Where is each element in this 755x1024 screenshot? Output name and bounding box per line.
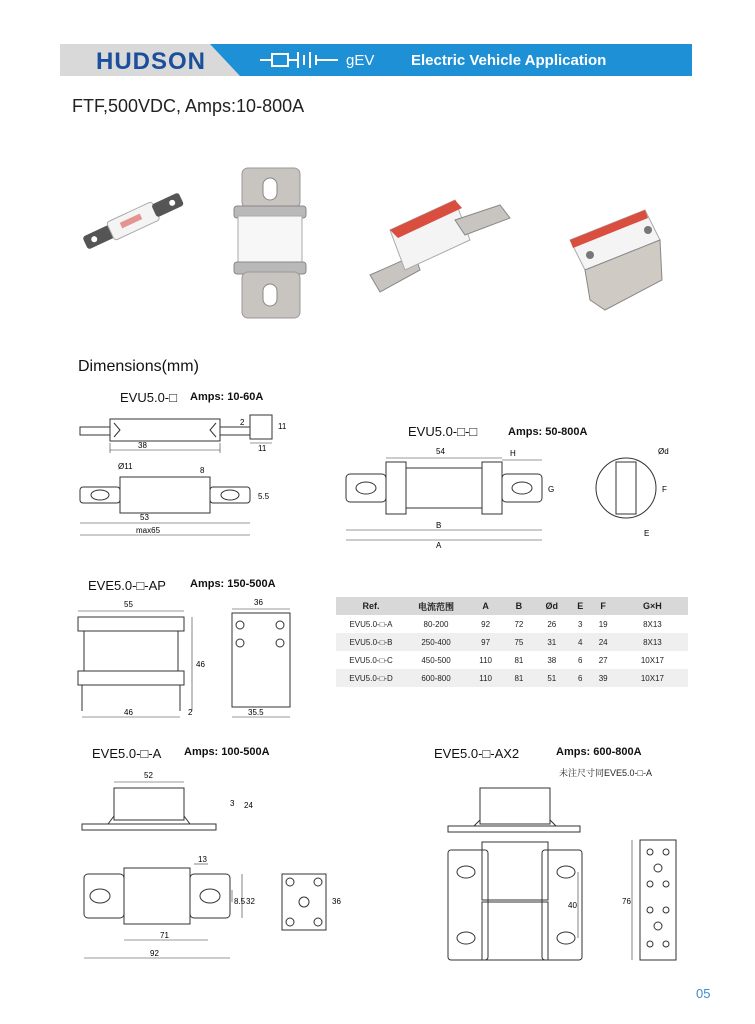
dim-2: 2 bbox=[240, 418, 245, 427]
application-label: Electric Vehicle Application bbox=[411, 52, 607, 69]
cell: 600-800 bbox=[406, 669, 466, 687]
cell: 110 bbox=[479, 655, 492, 665]
cell: 6 bbox=[571, 669, 589, 687]
product-photo-strip bbox=[70, 160, 680, 330]
evu-small-drawing bbox=[74, 405, 304, 545]
col-F: F bbox=[589, 597, 616, 615]
cell: 8X13 bbox=[617, 633, 688, 651]
col-current-range: 电流范围 bbox=[406, 597, 466, 615]
dim-55: 55 bbox=[124, 600, 133, 609]
cell: 81 bbox=[514, 655, 524, 665]
dim-B: B bbox=[436, 521, 442, 530]
eve-ap-model: EVE5.0-□-AP bbox=[88, 578, 166, 593]
evu-large-drawing bbox=[340, 440, 700, 550]
cell: 31 bbox=[533, 633, 571, 651]
product-photo-evu-small bbox=[81, 190, 186, 253]
dim-H: H bbox=[510, 449, 516, 458]
page-title: FTF,500VDC, Amps:10-800A bbox=[72, 96, 305, 116]
dim-13: 13 bbox=[198, 855, 207, 864]
cell: EVU5.0-□-B bbox=[336, 633, 406, 651]
dim-F: F bbox=[662, 485, 667, 494]
cell: 8X13 bbox=[643, 619, 662, 629]
eve-ax2-model: EVE5.0-□-AX2 bbox=[434, 746, 520, 761]
eve-a-model: EVE5.0-□-A bbox=[92, 746, 162, 761]
cell: 26 bbox=[547, 619, 557, 629]
table-row bbox=[336, 615, 688, 633]
dim-A: A bbox=[436, 541, 442, 550]
eve-ax2-amps: Amps: 600-800A bbox=[556, 746, 642, 758]
dim-53: 53 bbox=[140, 513, 149, 522]
eve-ap-amps: Amps: 150-500A bbox=[190, 578, 276, 590]
cell: 10X17 bbox=[617, 669, 688, 687]
col-B: B bbox=[505, 597, 532, 615]
table-row bbox=[336, 651, 688, 669]
cell: 3 bbox=[578, 619, 583, 629]
dim-35-5: 35.5 bbox=[248, 708, 264, 717]
dim-2: 2 bbox=[188, 708, 193, 717]
col-E: E bbox=[571, 597, 589, 615]
cell: 81 bbox=[505, 669, 532, 687]
dim-76: 76 bbox=[622, 897, 631, 906]
cell: 4 bbox=[571, 633, 589, 651]
dim-92: 92 bbox=[150, 949, 159, 958]
cell: EVU5.0-□-C bbox=[349, 655, 393, 665]
dim-46-h: 46 bbox=[124, 708, 133, 717]
evu-small-model: EVU5.0-□ bbox=[120, 390, 177, 405]
product-photo-eve-ap bbox=[570, 210, 662, 310]
cell: 39 bbox=[589, 669, 616, 687]
table-row bbox=[336, 669, 688, 687]
dim-dia-11: Ø11 bbox=[118, 462, 133, 471]
cell: 38 bbox=[547, 655, 557, 665]
cell: 6 bbox=[578, 655, 583, 665]
cell: 72 bbox=[514, 619, 524, 629]
cell: 10X17 bbox=[640, 655, 664, 665]
eve-ax2-note: 未注尺寸同EVE5.0-□-A bbox=[559, 768, 652, 778]
col-od: Ød bbox=[533, 597, 571, 615]
dim-G: G bbox=[548, 485, 555, 494]
evu-large-amps: Amps: 50-800A bbox=[508, 426, 588, 438]
cell: 250-400 bbox=[406, 633, 466, 651]
evu-large-model: EVU5.0-□-□ bbox=[408, 424, 478, 439]
product-photo-evu-large bbox=[234, 168, 306, 318]
dim-5-5: 5.5 bbox=[258, 492, 270, 501]
col-ref: Ref. bbox=[336, 597, 406, 615]
brand-logo: HUDSON bbox=[96, 48, 207, 75]
eve-a-drawing bbox=[74, 764, 344, 968]
page-number: 05 bbox=[696, 986, 711, 1001]
cell: 110 bbox=[466, 669, 505, 687]
eve-a-amps: Amps: 100-500A bbox=[184, 746, 270, 758]
cell: 97 bbox=[466, 633, 505, 651]
dim-8: 8 bbox=[200, 466, 205, 475]
dim-max65: max65 bbox=[136, 526, 161, 535]
product-photo-eve-a bbox=[370, 200, 510, 292]
dim-54: 54 bbox=[436, 447, 445, 456]
dim-52: 52 bbox=[144, 771, 153, 780]
dim-32: 32 bbox=[246, 897, 255, 906]
cell: EVU5.0-□-D bbox=[336, 669, 406, 687]
dim-E: E bbox=[644, 529, 650, 538]
cell: 80-200 bbox=[423, 619, 449, 629]
cell: 51 bbox=[533, 669, 571, 687]
col-A: A bbox=[466, 597, 505, 615]
cell: 75 bbox=[505, 633, 532, 651]
cell: 19 bbox=[598, 619, 608, 629]
cell: 450-500 bbox=[421, 655, 451, 665]
dim-36: 36 bbox=[332, 897, 341, 906]
dimensions-heading: Dimensions(mm) bbox=[78, 358, 199, 375]
cell: EVU5.0-□-A bbox=[349, 619, 393, 629]
dim-71: 71 bbox=[160, 931, 169, 940]
cell: 24 bbox=[589, 633, 616, 651]
dim-38: 38 bbox=[138, 441, 147, 450]
dim-od: Ød bbox=[658, 447, 669, 456]
cell: 92 bbox=[481, 619, 491, 629]
dim-24: 24 bbox=[244, 801, 253, 810]
dim-11-h: 11 bbox=[278, 422, 287, 431]
table-header-row bbox=[336, 597, 688, 615]
evu-small-amps: Amps: 10-60A bbox=[190, 391, 264, 403]
dim-36: 36 bbox=[254, 598, 263, 607]
cell: 27 bbox=[598, 655, 608, 665]
dim-40: 40 bbox=[568, 901, 577, 910]
dim-8-5: 8.5 bbox=[234, 897, 246, 906]
col-GxH: G×H bbox=[617, 597, 688, 615]
eve-ax2-drawing bbox=[444, 780, 694, 970]
dim-11-w: 11 bbox=[258, 444, 267, 453]
dim-46-v: 46 bbox=[196, 660, 205, 669]
product-line-label: gEV bbox=[346, 52, 375, 69]
eve-ap-drawing bbox=[68, 595, 308, 725]
spec-table bbox=[336, 597, 688, 687]
dim-3: 3 bbox=[230, 799, 235, 808]
table-row bbox=[336, 633, 688, 651]
